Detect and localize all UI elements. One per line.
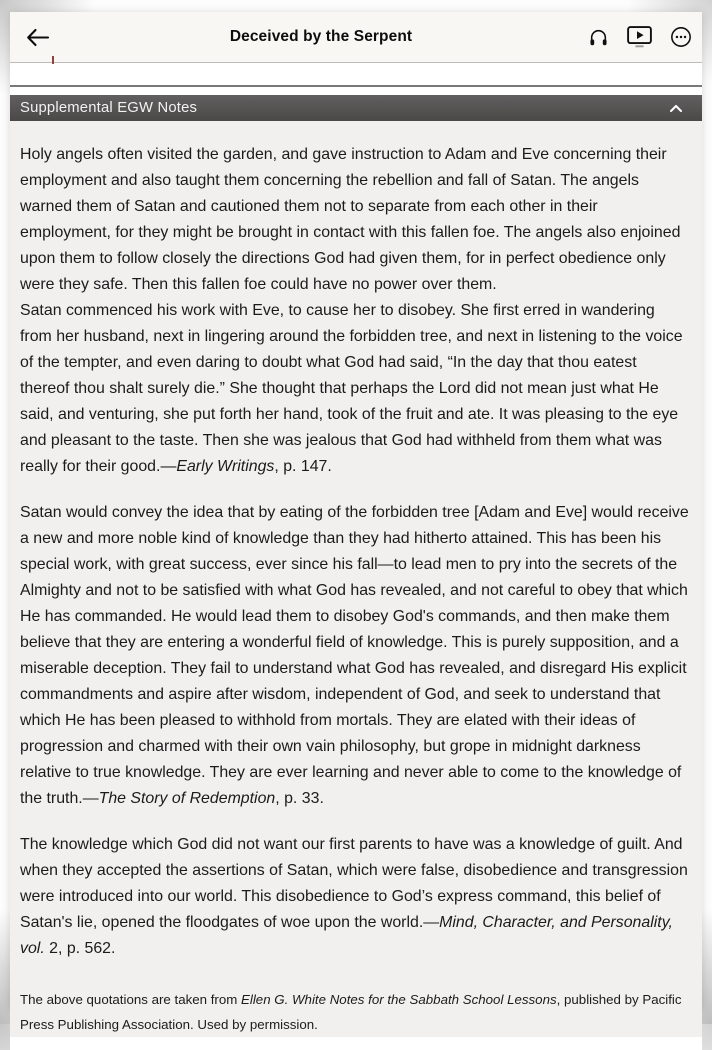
chevron-up-icon <box>669 104 683 113</box>
section-gap <box>10 87 702 95</box>
attribution-note <box>20 987 690 1037</box>
text-run: Early Writings <box>176 458 275 475</box>
text-run: Satan commenced his work with Eve, to cause her to disobey. She first erred in wandering from her husband, next in lingering around the forbidden tree, and next in listening to the voice of the tempter, and even daring to doubt what God had said, “In the day that thou eatest thereof thou shalt surely die.” She thought that perhaps the Lord did not mean just what He said, and venturing, she put forth her hand, took of the fruit and ate. It was pleasing to the eye and pleasant to the taste. Then she was jealous that God had withheld from them what was really for their good.— <box>20 302 683 475</box>
text-run: The above quotations are taken from <box>20 992 242 1007</box>
text-run: , p. 33. <box>275 790 324 807</box>
ellipsis-circle-icon <box>670 26 692 48</box>
app-screen <box>10 12 702 1032</box>
page-title: Deceived by the Serpent <box>229 28 413 45</box>
video-button[interactable] <box>626 25 653 49</box>
text-run: , published by Pacific Press Publishing Association. Used by permission. <box>20 992 682 1032</box>
back-arrow-icon <box>26 28 49 47</box>
text-run: The Story of Redemption <box>98 790 276 807</box>
nav-divider <box>10 62 702 63</box>
text-run: Ellen G. White Notes for the Sabbath School Lessons <box>241 992 557 1007</box>
quotation-paragraph <box>20 142 690 480</box>
text-run: The knowledge which God did not want our first parents to have was a knowledge of guilt. And when they accepted the assertions of Satan, which were false, disobedience and transgression were introduced into our world. This disobedience to God’s express command, this belief of Satan's lie, opened the floodgates of woe upon the world.— <box>20 836 688 931</box>
text-run: Holy angels often visited the garden, and gave instruction to Adam and Eve concerning their employment and also taught them concerning the rebellion and fall of Satan. The angels warned them of Satan and cautioned them not to separate from each other in their employment, for they might be brought in contact with this fallen foe. The angels also enjoined upon them to follow closely the directions God had given them, for in perfect obedience only were they safe. Then this fallen foe could have no power over them. <box>20 146 681 293</box>
back-button[interactable] <box>18 19 56 55</box>
more-options-button[interactable] <box>669 25 693 49</box>
quotation-paragraph <box>20 500 690 812</box>
top-nav-bar <box>10 12 702 62</box>
text-run: , p. 147. <box>274 458 332 475</box>
content-gap <box>10 63 702 85</box>
nav-actions <box>587 12 693 62</box>
quotation-paragraph <box>20 832 690 962</box>
bottom-strip <box>10 1037 702 1050</box>
text-run: 2, p. 562. <box>44 940 116 957</box>
progress-tick <box>52 56 54 64</box>
video-player-icon <box>627 26 652 48</box>
section-header-supplemental-egw-notes[interactable] <box>10 95 702 121</box>
notes-body <box>10 121 702 1037</box>
quotation-paragraphs <box>20 142 690 962</box>
section-title: Supplemental EGW Notes <box>20 100 198 116</box>
headphones-icon <box>588 27 609 48</box>
text-run: Satan would convey the idea that by eating of the forbidden tree [Adam and Eve] would receive a new and more noble kind of knowledge than they had hitherto attained. This has been his special work, with great success, ever since his fall—to lead men to pry into the secrets of the Almighty and not to be satisfied with what God has revealed, and not careful to obey that which He has commanded. He would lead them to disobey God's commands, and then make them believe that they are entering a wonderful field of knowledge. This is purely supposition, and a miserable deception. They fail to understand what God has revealed, and disregard His explicit commandments and aspire after wisdom, independent of God, and seek to understand that which He has been pleased to withhold from mortals. They are elated with their ideas of progression and charmed with their own vain philosophy, but grope in midnight darkness relative to true knowledge. They are ever learning and never able to come to the knowledge of the truth.— <box>20 504 689 807</box>
audio-button[interactable] <box>587 26 610 49</box>
text-run: Mind, Character, and Personality, vol. <box>20 914 673 957</box>
